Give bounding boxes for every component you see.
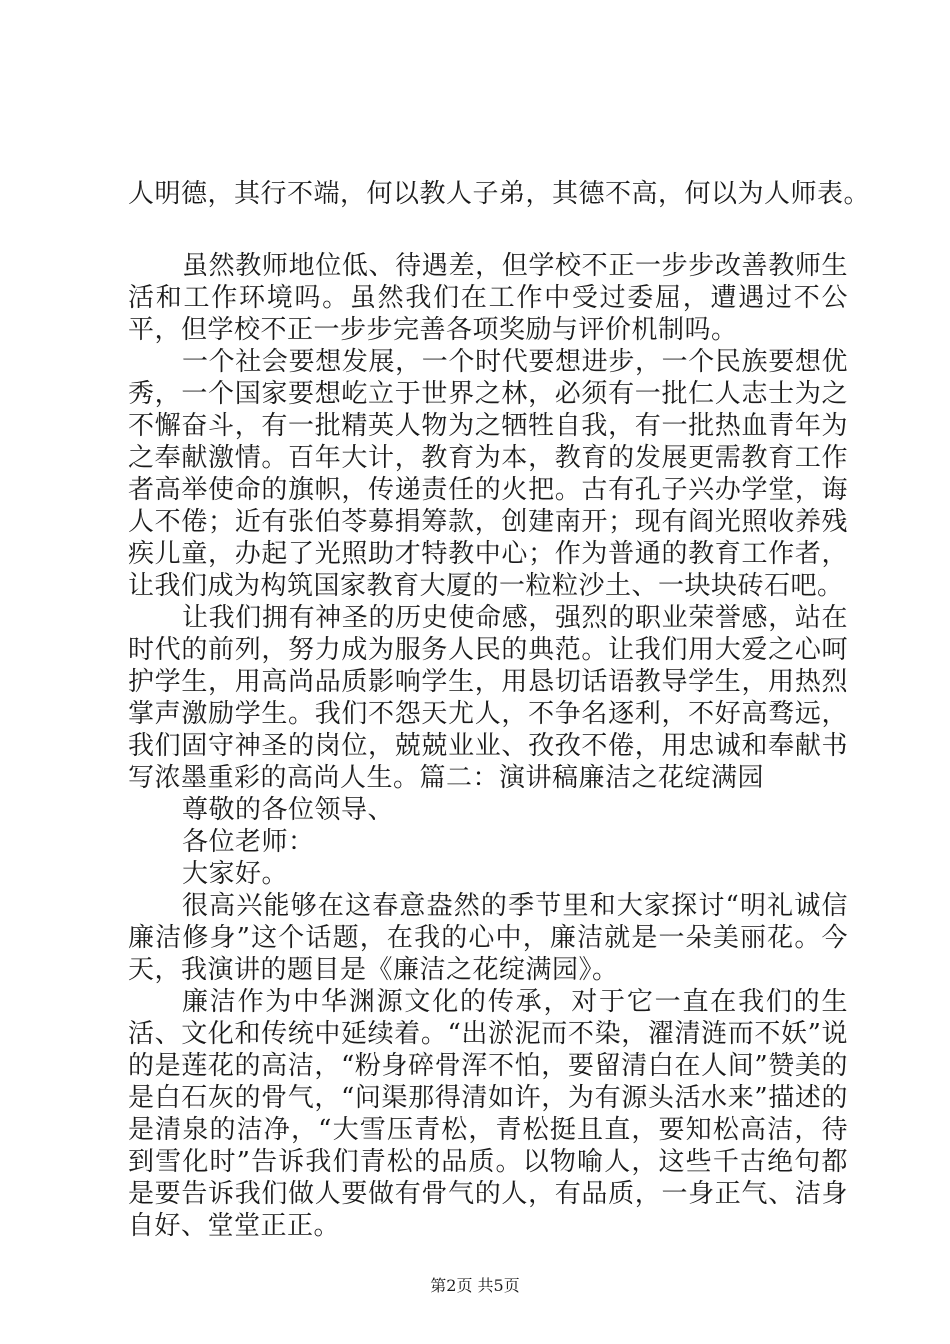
- page-number: 第2页 共5页: [430, 1276, 520, 1295]
- paragraph: 一个社会要想发展，一个时代要想进步，一个民族要想优秀，一个国家要想屹立于世界之林，必须有一批仁人志士为之不懈奋斗，有一批精英人物为之牺牲自我，有一批热血青年为之奉献激情。百年大计，教育为本，教育的发展更需教育工作者高举使命的旗帜，传递责任的火把。古有孔子兴办学堂，诲人不倦；近有张伯苓募捐筹款，创建南开；现有阎光照收养残疾儿童，办起了光照助才特教中心；作为普通的教育工作者，让我们成为构筑国家教育大厦的一粒粒沙土、一块块砖石吧。: [128, 347, 848, 601]
- document-body: [128, 178, 871, 1242]
- salutation-line: 尊敬的各位领导、: [182, 795, 395, 825]
- greeting-line: 大家好。: [182, 859, 289, 889]
- paragraph: 廉洁作为中华渊源文化的传承，对于它一直在我们的生活、文化和传统中延续着。“出淤泥而不染，濯清涟而不妖”说的是莲花的高洁，“粉身碎骨浑不怕，要留清白在人间”赞美的是白石灰的骨气，“问渠那得清如许，为有源头活水来”描述的是清泉的洁净，“大雪压青松，青松挺且直，要知松高洁，待到雪化时”告诉我们青松的品质。以物喻人，这些千古绝句都是要告诉我们做人要做有骨气的人，有品质，一身正气、洁身自好、堂堂正正。: [128, 987, 848, 1241]
- paragraph-continuation: 人明德，其行不端，何以教人子弟，其德不高，何以为人师表。: [128, 179, 871, 209]
- paragraph: 让我们拥有神圣的历史使命感，强烈的职业荣誉感，站在时代的前列，努力成为服务人民的典范。让我们用大爱之心呵护学生，用高尚品质影响学生，用恳切话语教导学生，用热烈掌声激励学生。我们不怨天尤人，不争名逐利，不好高骛远，我们固守神圣的岗位，兢兢业业、孜孜不倦，用忠诚和奉献书写浓墨重彩的高尚人生。篇二：演讲稿廉洁之花绽满园: [128, 603, 848, 793]
- paragraph: 虽然教师地位低、待遇差，但学校不正一步步改善教师生活和工作环境吗。虽然我们在工作中受过委屈，遭遇过不公平，但学校不正一步步完善各项奖励与评价机制吗。: [128, 251, 848, 345]
- paragraph: 很高兴能够在这春意盎然的季节里和大家探讨“明礼诚信廉洁修身”这个话题，在我的心中，廉洁就是一朵美丽花。今天，我演讲的题目是《廉洁之花绽满园》。: [128, 891, 848, 985]
- salutation-line: 各位老师：: [182, 827, 315, 857]
